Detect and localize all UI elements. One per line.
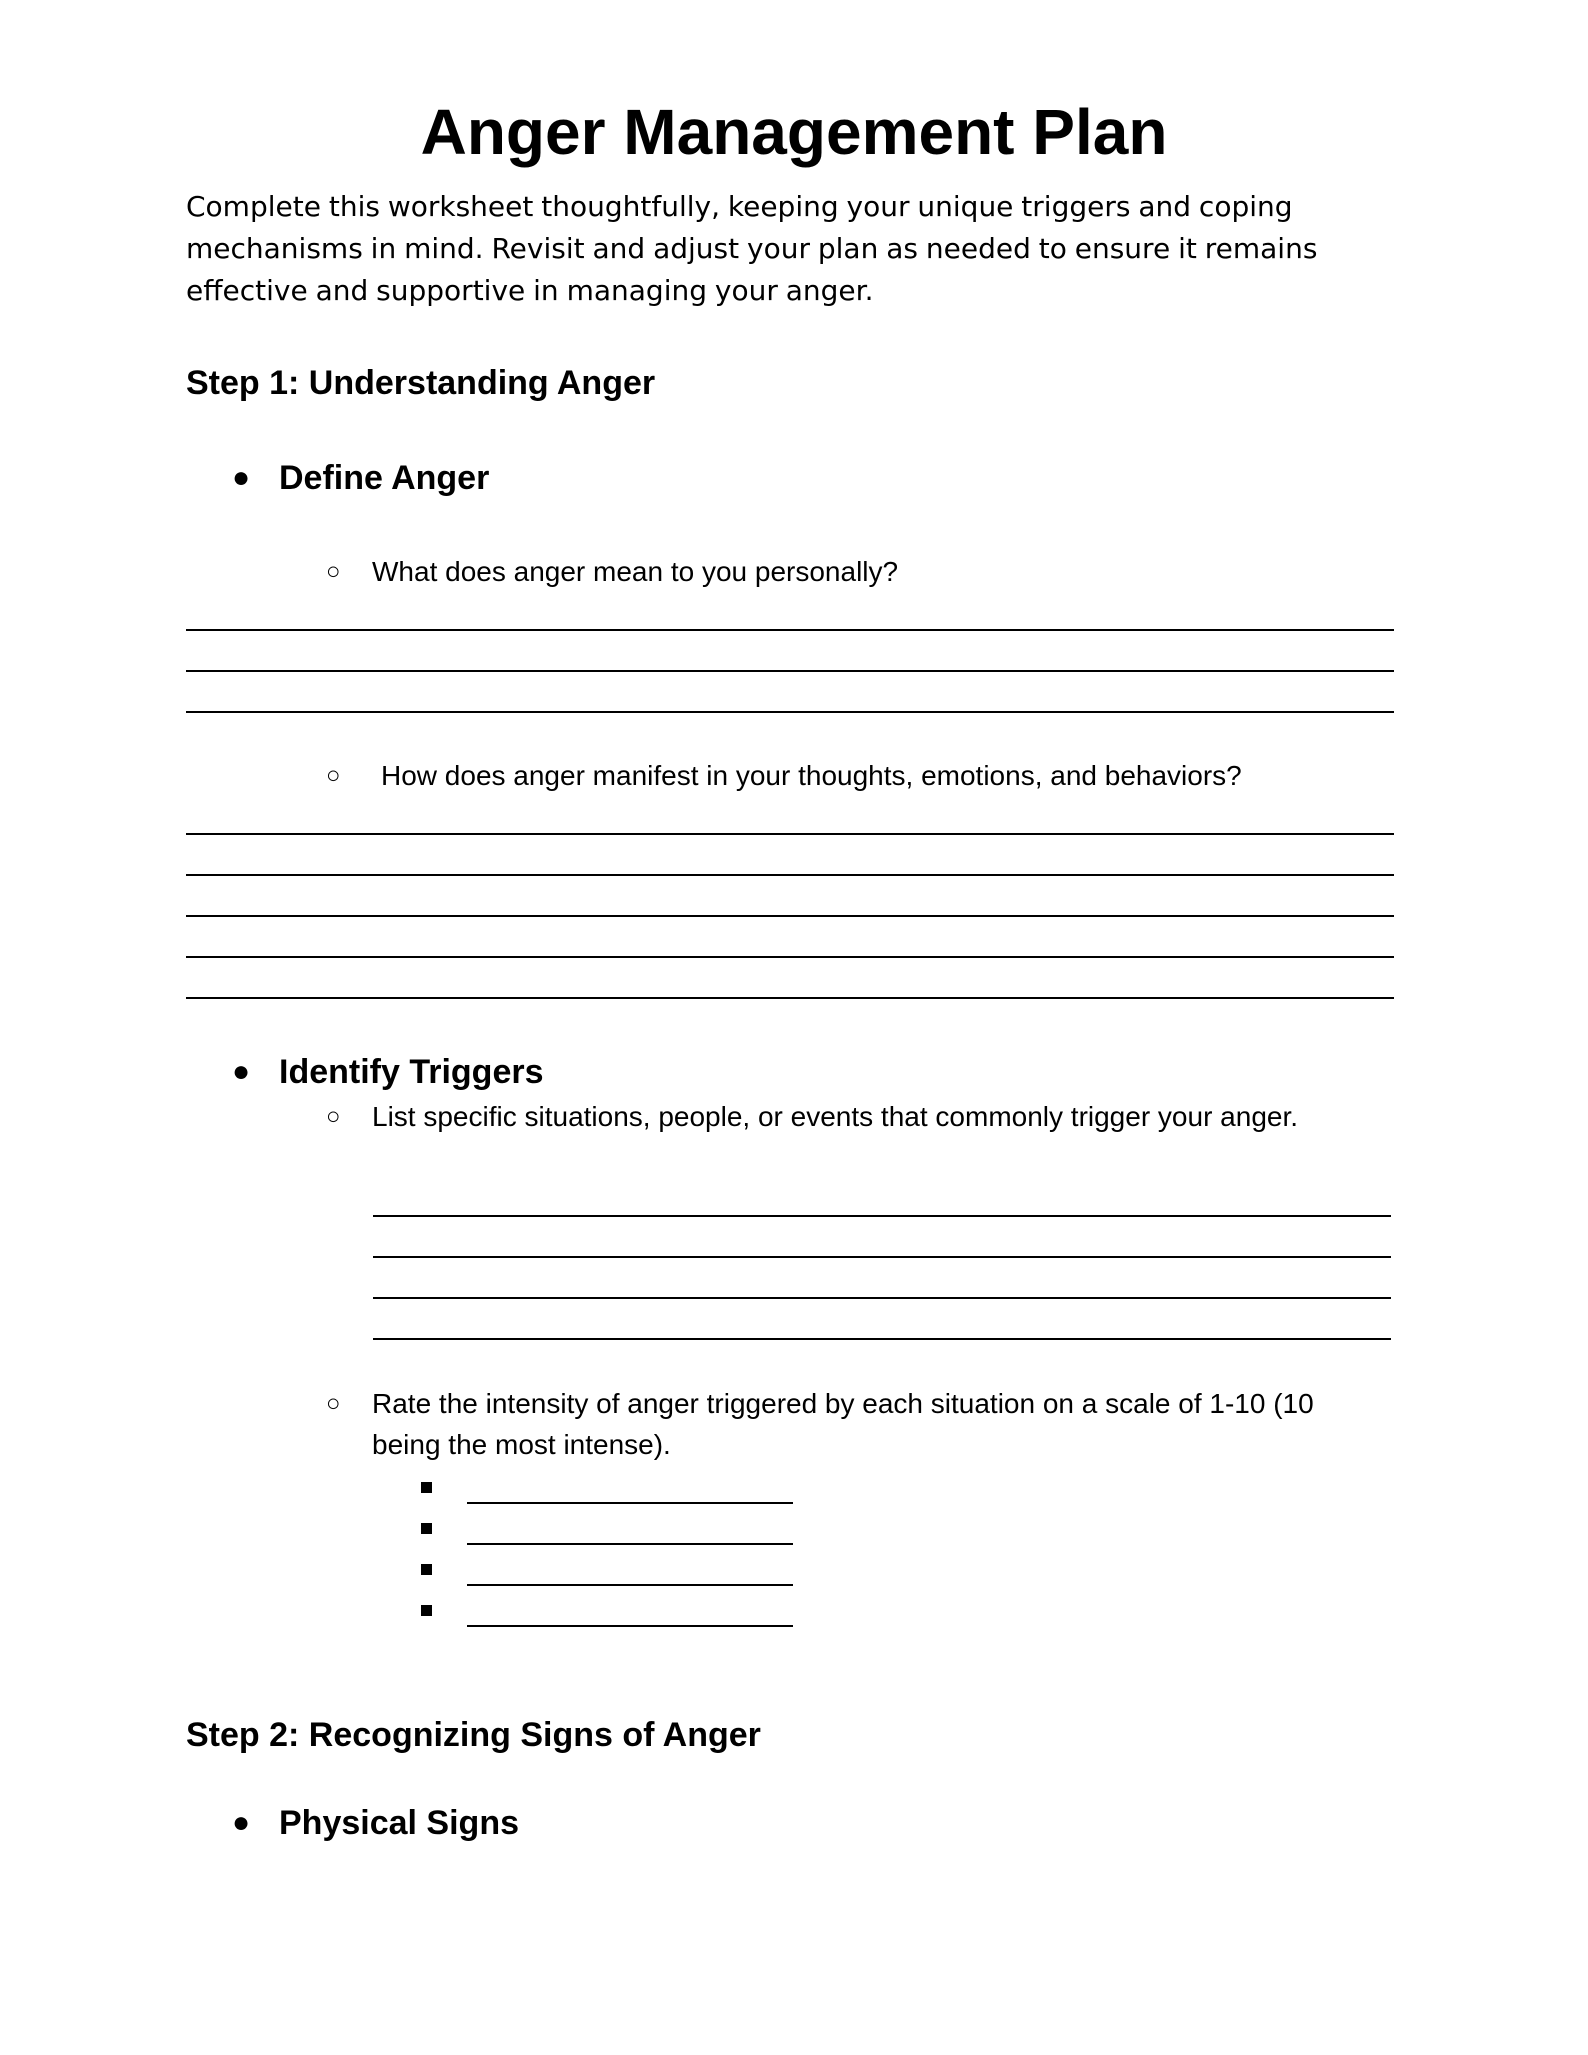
define-q2-bullet: ○ [326, 762, 341, 789]
define-anger-bullet: ● [232, 461, 251, 494]
square-bullet [421, 1605, 432, 1616]
page-title: Anger Management Plan [420, 96, 1168, 168]
physical-signs-bullet: ● [232, 1806, 251, 1839]
rating-line[interactable] [467, 1502, 793, 1504]
triggers-q1-bullet: ○ [326, 1103, 341, 1130]
rating-line[interactable] [467, 1584, 793, 1586]
identify-triggers-label: Identify Triggers [279, 1053, 544, 1091]
answer-line[interactable] [186, 629, 1394, 631]
square-bullet [421, 1564, 432, 1575]
define-q1-bullet: ○ [326, 558, 341, 585]
identify-triggers-bullet: ● [232, 1055, 251, 1088]
answer-line[interactable] [373, 1297, 1391, 1299]
answer-line[interactable] [186, 956, 1394, 958]
answer-line[interactable] [373, 1256, 1391, 1258]
physical-signs-label: Physical Signs [279, 1804, 519, 1842]
triggers-q2-bullet: ○ [326, 1390, 341, 1417]
square-bullet [421, 1482, 432, 1493]
answer-line[interactable] [186, 670, 1394, 672]
step-2-heading: Step 2: Recognizing Signs of Anger [186, 1716, 761, 1754]
define-q1-text: What does anger mean to you personally? [372, 556, 899, 587]
rating-line[interactable] [467, 1543, 793, 1545]
answer-line[interactable] [186, 997, 1394, 999]
rating-line[interactable] [467, 1625, 793, 1627]
triggers-q1-text: List specific situations, people, or events that commonly trigger your anger. [372, 1101, 1299, 1132]
answer-line[interactable] [373, 1338, 1391, 1340]
answer-line[interactable] [373, 1215, 1391, 1217]
square-bullet [421, 1523, 432, 1534]
intro-paragraph: Complete this worksheet thoughtfully, keeping your unique triggers and coping mechanisms in mind. Revisit and adjust your plan as needed to ensure it remains effective and supportive in managing your anger. [186, 190, 1318, 307]
answer-line[interactable] [186, 711, 1394, 713]
define-anger-label: Define Anger [279, 459, 490, 497]
triggers-q2-text: Rate the intensity of anger triggered by each situation on a scale of 1-10 (10 being the most intense). [372, 1388, 1314, 1460]
step-1-heading: Step 1: Understanding Anger [186, 364, 656, 402]
answer-line[interactable] [186, 915, 1394, 917]
answer-line[interactable] [186, 833, 1394, 835]
answer-line[interactable] [186, 874, 1394, 876]
define-q2-text: How does anger manifest in your thoughts, emotions, and behaviors? [381, 760, 1242, 791]
